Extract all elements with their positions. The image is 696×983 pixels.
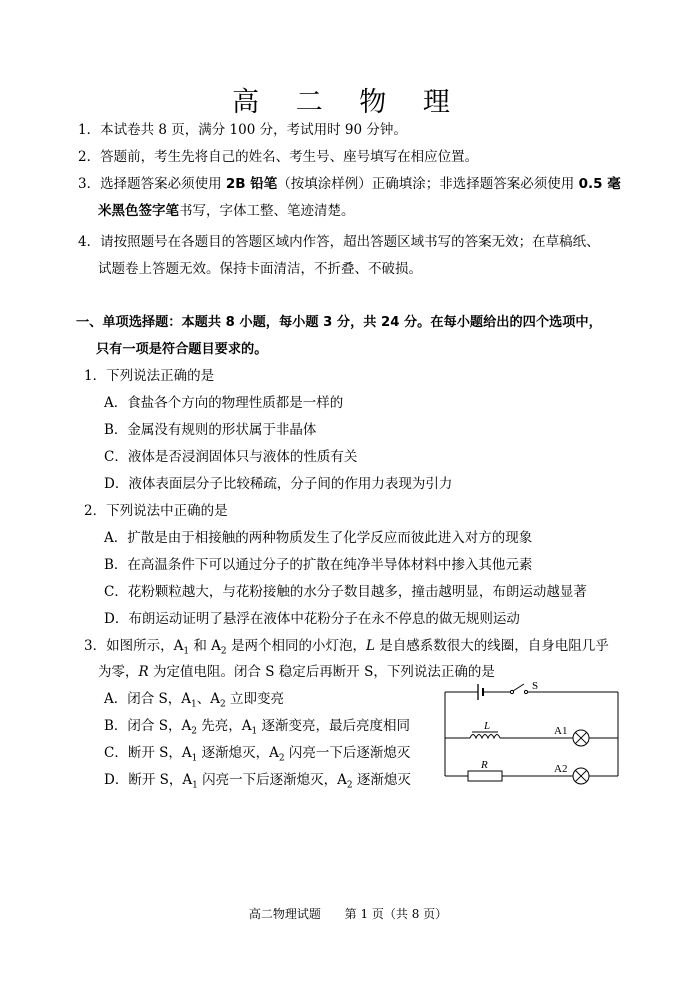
- q3-sub: 2: [346, 780, 353, 791]
- q2-stem: 2．下列说法中正确的是: [84, 503, 228, 519]
- switch-label: S: [532, 680, 539, 692]
- lamp-a2-label: A2: [554, 763, 568, 775]
- q1-option-d: D．液体表面层分子比较稀疏，分子间的作用力表现为引力: [104, 476, 453, 492]
- q3-symbol-l: L: [365, 638, 375, 654]
- q3-option-text: 逐渐变亮，最后亮度相同: [257, 718, 411, 734]
- q3-option-text: 、A: [196, 691, 221, 707]
- q3-sub: 2: [278, 753, 285, 764]
- q3-symbol-r: R: [138, 664, 149, 680]
- note-3-bold-pen: 米黑色签字笔: [98, 203, 179, 219]
- q3-option-text: 先亮，A: [196, 718, 252, 734]
- q1-stem: 1．下列说法正确的是: [84, 368, 215, 384]
- q3-stem-text: 是自感系数很大的线圈，自身电阻几乎: [374, 638, 609, 654]
- q3-option-text: 闪亮一下后逐渐熄灭，A: [197, 772, 347, 788]
- q3-stem-text: 为零，: [98, 664, 139, 680]
- note-1: 1．本试卷共 8 页，满分 100 分，考试用时 90 分钟。: [78, 122, 407, 138]
- q3-sub: 2: [191, 726, 197, 737]
- inductor-coil: [470, 735, 500, 739]
- q3-stem: [84, 636, 609, 662]
- section-heading: 一、单项选择题：本题共 8 小题，每小题 3 分，共 24 分。在每小题给出的四个选项中，: [76, 315, 602, 330]
- switch-blade: [513, 684, 524, 691]
- q3-stem-text: 3．如图所示，A: [84, 638, 184, 654]
- note-3-cont: [98, 201, 355, 221]
- q3-option-a: [104, 689, 284, 715]
- footer-title: 高二物理试题: [248, 907, 321, 921]
- q3-stem-cont: [98, 662, 495, 682]
- q2-option-a: A．扩散是由于相接触的两种物质发生了化学反应而彼此进入对方的现象: [104, 530, 533, 546]
- resistor-label: R: [481, 759, 488, 771]
- q1-option-a: A．食盐各个方向的物理性质都是一样的: [104, 395, 344, 411]
- q2-option-d: D．布朗运动证明了悬浮在液体中花粉分子在永不停息的做无规则运动: [104, 611, 520, 627]
- resistor: [468, 771, 502, 781]
- q3-option-text: B．闭合 S，A: [104, 718, 192, 734]
- q3-option-d: [104, 770, 411, 796]
- q3-stem-text: 是两个相同的小灯泡，: [226, 638, 366, 654]
- lamp-a1-label: A1: [554, 725, 568, 737]
- note-2: 2．答题前，考生先将自己的姓名、考生号、座号填写在相应位置。: [78, 149, 479, 165]
- inductor-label: L: [484, 720, 491, 732]
- q3-sub: 1: [191, 699, 197, 710]
- q3-option-c: [104, 743, 410, 769]
- q3-option-b: [104, 716, 410, 742]
- q3-option-text: 立即变亮: [225, 691, 285, 707]
- note-3-text-c: （按填涂样例）正确填涂；非选择题答案必须使用: [277, 176, 579, 192]
- q3-option-text: 逐渐熄灭: [352, 772, 411, 788]
- q3-sub: 1: [251, 726, 258, 737]
- q3-stem-text: 和 A: [189, 638, 221, 654]
- q3-option-text: A．闭合 S，A: [104, 691, 192, 707]
- note-3-text-a: 3．选择题答案必须使用: [78, 176, 226, 192]
- note-3-text-f: 书写，字体工整、笔迹清楚。: [179, 203, 355, 219]
- q3-option-text: 闪亮一下后逐渐熄灭: [284, 745, 411, 761]
- q3-sub: 1: [191, 753, 198, 764]
- switch-contact: [524, 690, 527, 693]
- q2-option-b: B．在高温条件下可以通过分子的扩散在纯净半导体材料中掺入其他元素: [104, 557, 533, 573]
- q3-sub: 2: [220, 646, 227, 657]
- q3-sub: 2: [220, 699, 226, 710]
- q1-option-c: C．液体是否浸润固体只与液体的性质有关: [104, 449, 358, 465]
- q1-option-b: B．金属没有规则的形状属于非晶体: [104, 422, 317, 438]
- note-4-cont: 试题卷上答题无效。保持卡面清洁，不折叠、不破损。: [98, 261, 422, 277]
- page-footer: [0, 905, 696, 922]
- q2-option-c: C．花粉颗粒越大，与花粉接触的水分子数目越多，撞击越明显，布朗运动越显著: [104, 584, 587, 600]
- page-title: 高 二 物 理: [232, 87, 464, 118]
- footer-page-number: 第 1 页（共 8 页）: [344, 907, 448, 921]
- circuit-diagram: [440, 680, 625, 790]
- q3-sub: 1: [183, 646, 190, 657]
- q3-stem-text: 为定值电阻。闭合 S 稳定后再断开 S，下列说法正确的是: [148, 664, 495, 680]
- note-4: 4．请按照题号在各题目的答题区域内作答，超出答题区域书写的答案无效；在草稿纸、: [78, 234, 600, 250]
- note-3: [78, 174, 621, 194]
- note-3-bold-pencil: 2B 铅笔: [225, 176, 278, 192]
- section-heading-cont: 只有一项是符合题目要求的。: [96, 342, 268, 357]
- q3-option-text: C．断开 S，A: [104, 745, 192, 761]
- q3-option-text: 逐渐熄灭，A: [197, 745, 279, 761]
- note-3-bold-size: 0.5 毫: [578, 176, 621, 192]
- q3-sub: 1: [192, 780, 198, 791]
- q3-option-text: D．断开 S，A: [104, 772, 193, 788]
